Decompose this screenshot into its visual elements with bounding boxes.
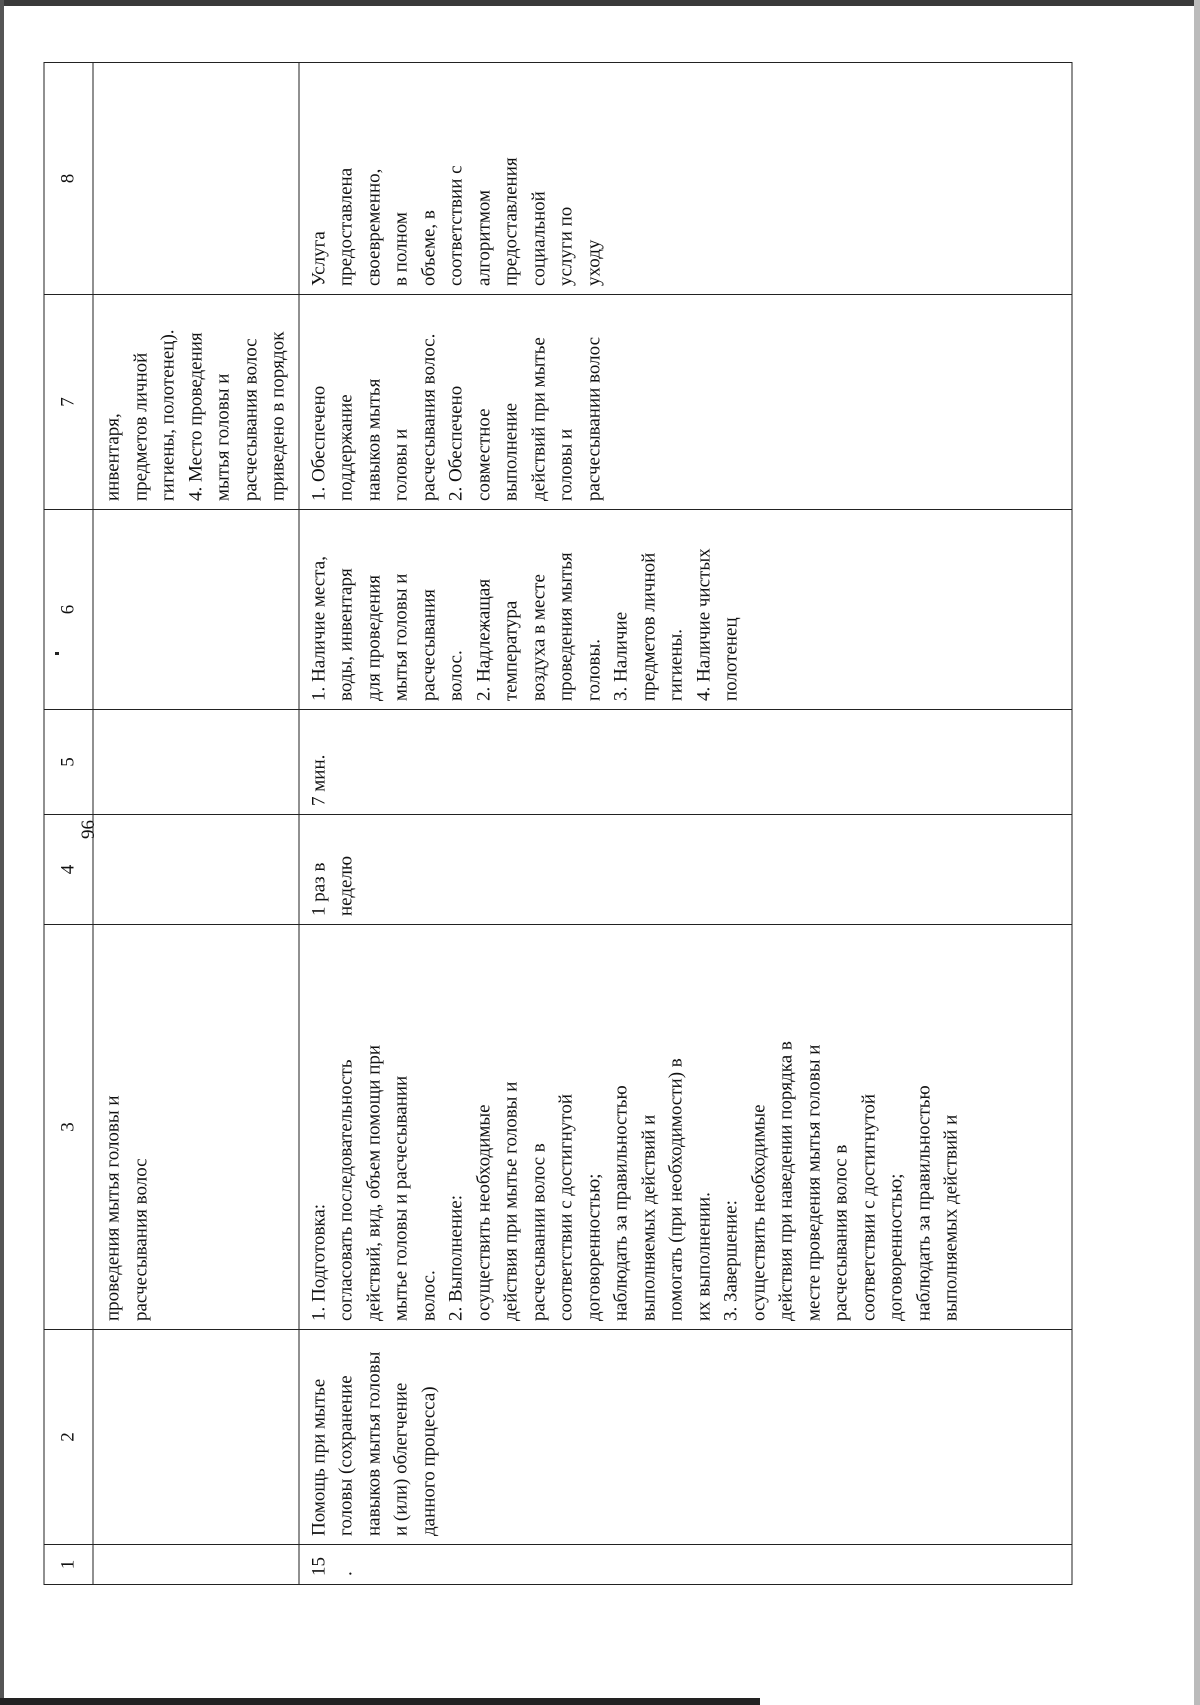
- row-number: 15.: [299, 1545, 1072, 1585]
- cont-col-8: [93, 63, 299, 295]
- service-standard-table: [44, 62, 1073, 1585]
- service-quality: Услуга предоставлена своевременно, в полном объеме, в соответствии с алгоритмом предоставления социальной услуги по уходу: [299, 63, 1072, 295]
- header-col-5: 5: [44, 710, 93, 815]
- header-col-3: 3: [44, 925, 93, 1330]
- service-conditions: 1. Наличие места, воды, инвентаря для проведения мытья головы и расчесывания волос. 2. Надлежащая температура воздуха в месте проведения мытья головы. 3. Наличие предметов личной гигиены. 4. Наличие чистых полотенец: [299, 510, 1072, 710]
- header-col-2: 2: [44, 1330, 93, 1545]
- cont-col-2: [93, 1330, 299, 1545]
- cont-procedure-text: проведения мытья головы и расчесывания волос: [93, 925, 299, 1330]
- cont-result-text: инвентаря, предметов личной гигиены, полотенец). 4. Место проведения мытья головы и расчесывания волос приведено в порядок: [93, 295, 299, 510]
- service-name: Помощь при мытье головы (сохранение навыков мытья головы и (или) облегчение данного процесса): [299, 1330, 1072, 1545]
- continuation-row: [93, 63, 299, 1585]
- service-frequency: 1 раз в неделю: [299, 815, 1072, 925]
- header-col-6: 6: [44, 510, 93, 710]
- page-number: 96: [78, 820, 99, 839]
- header-col-4: 4: [44, 815, 93, 925]
- table-row-15: [299, 63, 1072, 1585]
- service-results: 1. Обеспечено поддержание навыков мытья головы и расчесывания волос. 2. Обеспечено совместное выполнение действий при мытье головы и расчесывании волос: [299, 295, 1072, 510]
- column-number-row: [44, 63, 93, 1585]
- header-col-7: 7: [44, 295, 93, 510]
- cont-col-6: [93, 510, 299, 710]
- cont-col-1: [93, 1545, 299, 1585]
- header-col-8: 8: [44, 63, 93, 295]
- cont-col-5: [93, 710, 299, 815]
- cont-col-4: [93, 815, 299, 925]
- header-col-1: 1: [44, 1545, 93, 1585]
- service-procedure: 1. Подготовка: согласовать последовательность действий, вид, объем помощи при мытье головы и расчесывании волос. 2. Выполнение: осуществить необходимые действия при мытье головы и расчесывании волос в соответствии с достигнутой договоренностью; наблюдать за правильностью выполняемых действий и помогать (при необходимости) в их выполнении. 3. Завершение: осуществить необходимые действия при наведении порядка в месте проведения мытья головы и расчесывания волос в соответствии с достигнутой договоренностью; наблюдать за правильностью выполняемых действий и: [299, 925, 1072, 1330]
- service-duration: 7 мин.: [299, 710, 1072, 815]
